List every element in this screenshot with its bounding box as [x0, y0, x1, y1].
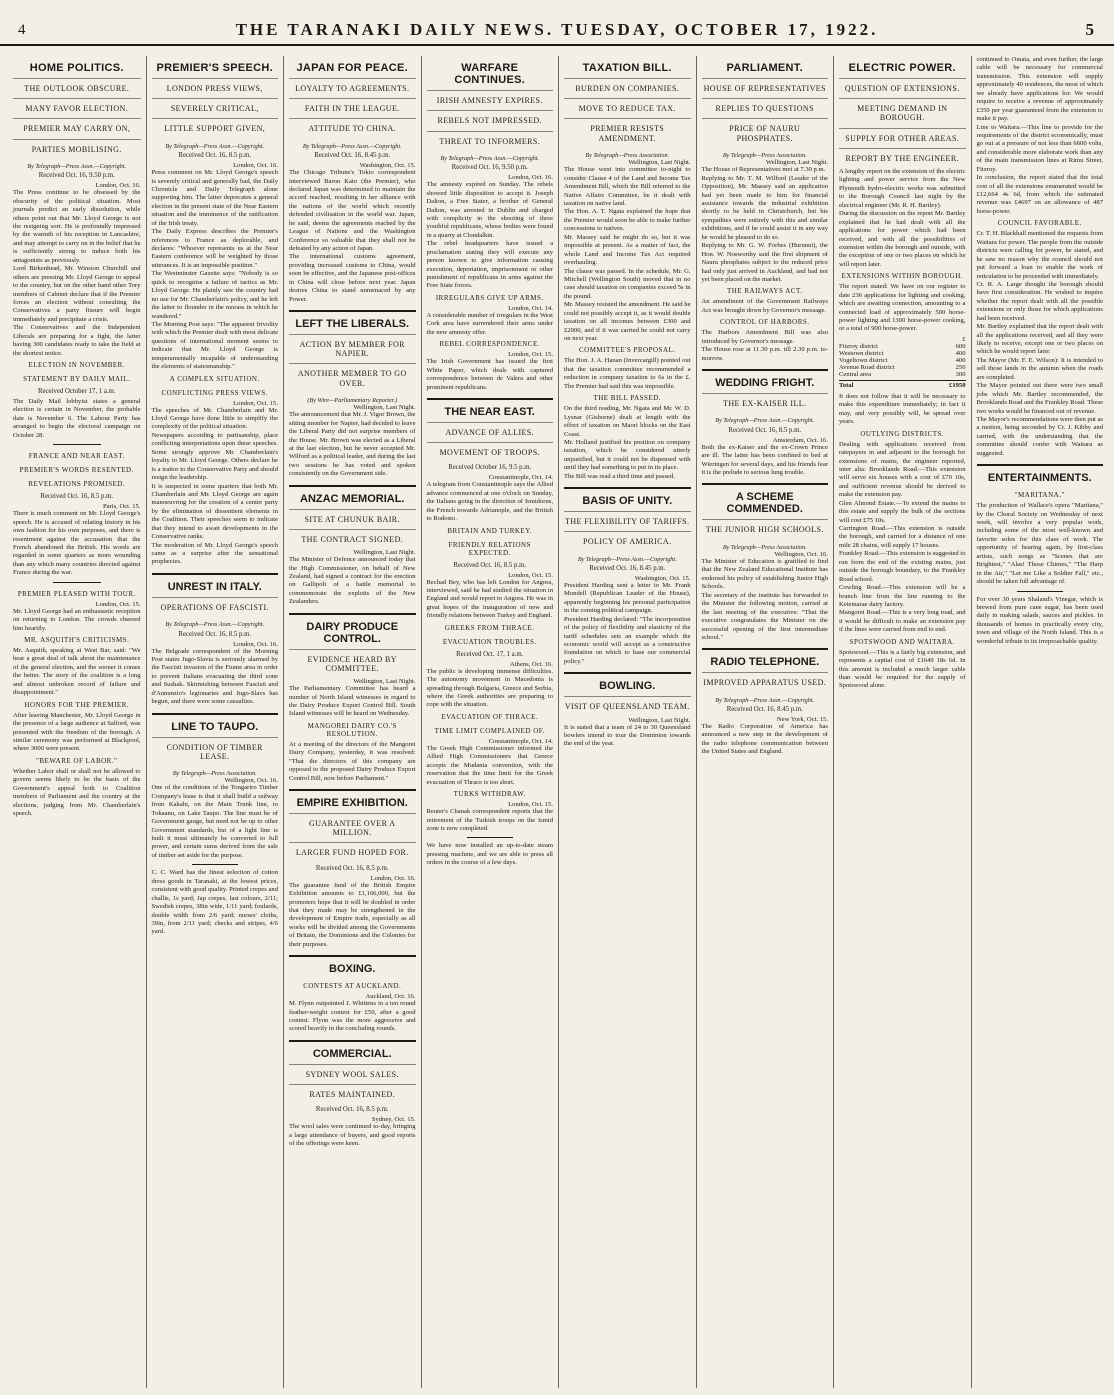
paragraph: Mangorei Road.—This is a very long road, and it would be difficult to make an extension pay if the lines were carried from end to end. — [839, 609, 966, 634]
headline: ANZAC MEMORIAL. — [289, 485, 416, 509]
subhead: TURKS WITHDRAW. — [453, 790, 526, 799]
newspaper-title: THE TARANAKI DAILY NEWS. TUESDAY, OCTOBER 17, 1922. — [235, 20, 879, 39]
paragraph: The Conservatives and the Independent Liberals are preparing for a fight, the latter having 300 candidates ready to take the field at the shortest notice. — [13, 324, 141, 357]
deck: EVIDENCE HEARD BY COMMITTEE. — [289, 649, 416, 678]
deck: PREMIER RESISTS AMENDMENT. — [564, 118, 691, 147]
subhead: THE RAILWAYS ACT. — [727, 287, 803, 296]
dateline: London, Oct. 15. — [508, 351, 553, 359]
deck: RATES MAINTAINED. — [289, 1084, 416, 1104]
paragraph: The speeches of Mr. Chamberlain and Mr. Lloyd George have done little to simplify the complexity of the political situation. — [151, 406, 278, 431]
divider — [192, 864, 239, 865]
paragraph: The House went into committee to-night to consider Clause 4 of the Land and Income Tax Amendment Bill, which the Bill referred to the Native Affairs Committee, be it dealt with taxation on native land. — [564, 166, 691, 208]
paragraph: The production of Wallace's opera "Maritana," by the Choral Society on Wednesday of next week, will involve a very popular work, including some of the most well-known and favorite solos for this class of work. The opportunity of hearing again, by first-class artists, such songs as "Scenes that are Brightest," "Alas! Those Chimes," "The Harp in the Air," "Let me Like a Soldier Fall," etc., should be taken full advantage of. — [976, 502, 1103, 586]
dateline: London, Oct. 16. — [233, 640, 278, 648]
paragraph: Replying to Mr. T. M. Wilford (Leader of the Opposition), Mr. Massey said an application had yet been made to him for financial assistance towards the industrial exhibition shortly to be held in Christchurch, but his sympathies were entirely with this and similar exhibitions, and if he could assist it in any way he would be pleased to do so. — [701, 174, 828, 241]
subhead: EVACUATION TROUBLES. — [442, 637, 537, 646]
dateline: Wellington, Last Night. — [628, 716, 691, 724]
page-columns — [8, 56, 1108, 1388]
subhead: "BEWARE OF LABOR." — [36, 756, 118, 765]
paragraph: It is suspected in some quarters that both Mr. Chamberlain and Mr. Lloyd George are again manoeuvring for the creation of a centre party by the elimination of dissentient elements in the Coalition. Their speeches seem to indicate that they intend to await developments in the Conservative ranks. — [151, 482, 278, 541]
divider — [53, 444, 101, 445]
divider — [53, 582, 101, 583]
column-3 — [283, 56, 421, 1388]
deck: MOVE TO REDUCE TAX. — [564, 98, 691, 118]
article-taxation-bill — [564, 56, 691, 481]
paragraph: An amendment of the Government Railways Act was brought down by Governor's message. — [701, 298, 828, 314]
table-row — [839, 336, 966, 343]
headline: LINE TO TAUPO. — [152, 713, 279, 737]
received-line: Received Oct. 16, 8.45 p.m. — [726, 706, 803, 714]
paragraph: During the discussion on the report Mr. Bartley explained that he had dealt with all the applications for power which had been received, and with all the possibilities of extension within the borough and outside, with the exception of one or two places on which he will report later. — [839, 210, 966, 268]
subhead: EXTENSIONS WITHIN BOROUGH. — [841, 272, 964, 281]
subhead: CONTROL OF HARBORS. — [719, 318, 810, 327]
paragraph: The rebel headquarters have issued a proclamation stating they will execute any person known to give information causing execution, deportation, imprisonment or other punishment of republicans in arms against the Free State forces. — [426, 240, 553, 290]
paragraph: Cr. R. A. Large thought the borough should have first consideration. He wished to inquire whether the report dealt with all the possible extensions or only those for which applications had been received. — [976, 280, 1103, 322]
column-1 — [8, 56, 146, 1388]
subhead: COUNCIL FAVORABLE. — [997, 219, 1082, 228]
deck: REBELS NOT IMPRESSED. — [427, 110, 554, 130]
article-warfare-continues — [427, 56, 554, 392]
deck: OPERATIONS OF FASCISTI. — [152, 597, 279, 617]
subhead: IRREGULARS GIVE UP ARMS. — [435, 293, 544, 302]
paragraph: The Irish Government has issued the first White Paper, which deals with captured correspondence between de Valera and other prominent republicans. — [426, 358, 553, 391]
subhead: "MARITANA." — [1014, 491, 1065, 500]
article-bowling — [564, 672, 691, 749]
article-premiers-speech — [152, 56, 279, 567]
deck: LARGER FUND HOPED FOR. — [289, 842, 416, 862]
deck: HOUSE OF REPRESENTATIVES — [702, 78, 829, 98]
table-total-row — [839, 380, 966, 389]
article-commercial — [289, 1040, 416, 1149]
dateline: Constantinople, Oct. 14. — [488, 737, 553, 745]
paragraph: At a meeting of the directors of the Mangorei Dairy Company, yesterday, it was resolved: "That the directors of this company are opposed to the proposed Dairy Produce Export Control Bill, now before Parliament." — [289, 740, 416, 782]
table-cell: Vogeltown district — [839, 356, 888, 364]
divider — [467, 837, 514, 838]
wire-credit: By Telegraph—Press Assn.—Copyright. — [440, 154, 540, 162]
received-line: Received Oct. 16, 8.5 p.m. — [315, 1106, 389, 1114]
deck: ANOTHER MEMBER TO GO OVER. — [289, 363, 416, 392]
paragraph: The Parliamentary Committee has heard a number of North Island witnesses in regard to the Dairy Produce Export Control Bill. South Island witnesses will be heard on Wednesday. — [289, 685, 416, 718]
headline: EMPIRE EXHIBITION. — [289, 789, 416, 813]
table-cell: 400 — [955, 349, 966, 357]
paragraph: The report stated: We have on our register to date 236 applications for lighting and cooking, which are awaiting connection, amounting to a connected load of approximately 500 horse-power lighting and 1300 horse-power cooking, or a total of 900 horse-power. — [839, 283, 966, 333]
article-anzac-memorial — [289, 485, 416, 607]
table-cell: 600 — [955, 342, 966, 350]
dateline: Wellington, Last Night. — [353, 549, 416, 557]
paragraph: President Harding declared: "The incorporation of the policy of flexibility and elasticity of the tariff schedules sets an example which the economic world will accept as a constructive foundation on which to base our commercial policy." — [564, 615, 691, 665]
paragraph: One of the conditions of the Tongariro Timber Company's lease is that it shall build a railway from Kakahi, on the Main Trunk line, to Tokaanu, on Lake Taupo. The line must be of Government gauge, but need not be up to other Government standards, but of a light line is built it must ultimately be converted to full power, and certain sums derived from the sale of timber set aside for the purpose. — [151, 784, 278, 859]
dateline: New York, Oct. 15. — [776, 716, 828, 724]
deck: LONDON PRESS VIEWS, — [152, 78, 279, 98]
paragraph: Carrington Road.—This extension is outside the borough, and carried for a distance of one mile 28 chains, will supply 17 houses. — [839, 525, 966, 549]
paragraph: The Greek High Commissioner informed the Allied High Commissioners that Greece accepts the Mudania convention, with the reservation that the time limit for the Greek evacuation of Thrace is too short. — [426, 744, 553, 786]
received-line: Received Oct. 16, 8.5 p.m. — [40, 493, 114, 501]
article-parliament — [702, 56, 829, 363]
subhead: REVELATIONS PROMISED. — [28, 480, 126, 489]
dateline: Wellington, Last Night. — [353, 404, 416, 412]
article-japan-for-peace — [289, 56, 416, 304]
headline: ENTERTAINMENTS. — [977, 464, 1104, 488]
table-row — [839, 371, 966, 378]
wire-credit: By Telegraph—Press Association. — [585, 151, 670, 159]
paragraph: The wool sales were continued to-day, bringing a large attendance of buyers, and good reports of the offerings were keen. — [289, 1123, 416, 1148]
deck: THE JUNIOR HIGH SCHOOLS. — [702, 519, 829, 539]
dateline: London, Oct. 16. — [233, 162, 278, 170]
deck: THE CONTRACT SIGNED. — [289, 529, 416, 549]
dateline: London, Oct. 15. — [233, 399, 278, 407]
paragraph: The public is developing immense difficulties. The autonomy movement in Macedonia is spreading through Bulgaria, Greece and Serbia, where the Greek authorities are preparing to cope with the situation. — [426, 667, 553, 709]
paragraph: The announcement that Mr. J. Vigor Brown, the sitting member for Napier, had decided to leave the Liberal Party did not surprise members of the House. Mr. Brown was elected as a Liberal at the last election, but he never accepted Mr. Wilford as a political leader, and during the last two sessions he has voted and spoken consistently on the Government side. — [289, 411, 416, 478]
paragraph: Spotswood.—This is a fairly big extension, and represents a capital cost of £1649 18s 6d. In this amount is included a much larger cable than would be required for the supply of Spotswood alone. — [839, 648, 966, 690]
subhead: FRANCE AND NEAR EAST. — [28, 452, 125, 461]
deck: FAITH IN THE LEAGUE. — [289, 98, 416, 118]
subhead: MANGOREI DAIRY CO.'S RESOLUTION. — [307, 721, 397, 738]
deck: MOVEMENT OF TROOPS. — [427, 442, 554, 462]
deck: PARTIES MOBILISING. — [13, 139, 141, 159]
paragraph: There is much comment on Mr. Lloyd George's speech. He is accused of relating history in his own fashion for his own purposes, and there is resentment against the accusation that the French abandoned the British. His words are regarded in some quarters as more wounding than any which many countries directed against France during the war. — [13, 510, 141, 577]
paragraph: Glen Almond Estate.—To extend the mains to this estate and supply the bulk of the sections will cost £75 10s. — [839, 499, 966, 524]
paragraph: The Minister of Defence announced today that the High Commissioner, on behalf of New Zealand, had signed a contract for the erection on Gallipoli of a battle memorial to commemorate the exploits of the New Zealanders. — [289, 556, 416, 606]
headline: BASIS OF UNITY. — [564, 487, 691, 511]
headline: LEFT THE LIBERALS. — [289, 310, 416, 334]
headline: DAIRY PRODUCE CONTROL. — [289, 613, 416, 649]
deck: THE OUTLOOK OBSCURE. — [13, 78, 141, 98]
paragraph: The House of Representatives met at 7.30 p.m. — [701, 166, 826, 174]
subhead: FRIENDLY RELATIONS EXPECTED. — [448, 540, 531, 557]
subhead: OUTLYING DISTRICTS. — [860, 429, 945, 438]
paragraph: Mr. Bartley explained that the report dealt with all the applications received, and all they were likely to receive, except one or two places on which he would report later. — [976, 323, 1103, 356]
received-line: Received October 17, 1 a.m. — [37, 388, 116, 396]
table-cell: Avenue Road district — [839, 363, 895, 371]
article-basis-of-unity — [564, 487, 691, 666]
article-home-politics — [13, 56, 141, 818]
article-near-east — [427, 398, 554, 868]
dateline: Wellington, Oct. 16. — [224, 777, 278, 785]
wire-credit: By Telegraph—Press Assn.—Copyright. — [715, 417, 815, 425]
subhead: SPOTSWOOD AND WAITARA. — [849, 637, 955, 646]
deck: SYDNEY WOOL SALES. — [289, 1064, 416, 1084]
deck: LITTLE SUPPORT GIVEN, — [152, 118, 279, 138]
table-cell: £1950 — [949, 381, 966, 389]
article-empire-exhibition — [289, 789, 416, 949]
paragraph: Frankley Road.—This extension is suggested to run from the end of the existing mains, just outside the borough boundary, to the Frankley Road school. — [839, 550, 966, 583]
paragraph: The Daily Express describes the Premier's references to France as deplorable, and declares: "Whoever represents us at the Near Eastern conference will be weighted by those utterances. It is an impossible position." — [151, 228, 278, 269]
dateline: Sydney, Oct. 15. — [371, 1116, 416, 1124]
dateline: London, Oct. 16. — [370, 874, 416, 882]
paragraph: Reuter's Chanak correspondent reports that the retirement of the Turkish troops on the Ismid zone is now completed. — [426, 808, 553, 832]
column-2 — [146, 56, 284, 1388]
paragraph: The Belgrade correspondent of the Morning Post states Jugo-Slavia is seriously alarmed by the Fascisti invasion of the Fiume area in order to prevent Italians evacuating the third zone and Sushak. Skirmishing between Fascisti and d'Annunzio's legionaries and Jugo-Slavs has begun, and there were some casualties. — [151, 647, 278, 706]
deck: THREAT TO INFORMERS. — [427, 131, 554, 151]
table-row — [839, 364, 966, 371]
headline: THE NEAR EAST. — [427, 398, 554, 422]
wire-credit: By Telegraph—Press Assn.—Copyright. — [27, 162, 127, 170]
article-entertainments — [977, 464, 1104, 646]
advertisement: For over 30 years Shaland's Vinegar, which is brewed from pure cane sugar, has been used daily in making salads, sauces and pickles. In thousands of homes in practically every city, town and village of the North Island. This is a wonderful tribute to its irreproachable quality. — [976, 595, 1103, 645]
paragraph: The guarantee fund of the British Empire Exhibition amounts to £1,166,000, but the promoters hope that it will be doubled in order that they made may be strengthened in the development of Empire trade, especially as all works will be divided among the Governments of Britain, the Dominions and the Colonies for their purposes. — [289, 881, 416, 948]
paragraph: Whether Labor shall or shall not be allowed to govern seems likely to be the basis of the Government's appeal both to Coalition members of Parliament and the country at the elections, judging from Mr. Chamberlain's speech. — [13, 767, 141, 818]
paragraph: Mr. Massey resisted the amendment. He said he could not possibly accept it, as it would double taxation on all incomes between £300 and £2000, and if it was carried he could not carry on next year. — [564, 301, 691, 343]
dateline: Wellington, Last Night. — [628, 159, 691, 167]
paragraph: Press comment on Mr. Lloyd George's speech is severely critical and generally bad, the Daily Chronicle and Daily Telegraph alone supporting him. The latter deprecates a general election in the present state of the Near Eastern situation and the imminence of the ratification of the Irish treaty. — [151, 169, 278, 227]
column-5 — [558, 56, 696, 1388]
deck: CONDITION OF TIMBER LEASE. — [152, 737, 279, 766]
received-line: Received Oct. 16, 8.5 p.m. — [315, 864, 389, 872]
table-cell: Total — [839, 381, 854, 389]
dateline: Athens, Oct. 16. — [509, 660, 553, 668]
paragraph: A considerable number of irregulars in the West Cork area have surrendered their arms under the new amnesty offer. — [426, 311, 553, 336]
deck: IMPROVED APPARATUS USED. — [702, 672, 829, 692]
paragraph: Lord Birkenhead, Mr. Winston Churchill and others are pressing Mr. Lloyd George to appeal to the country, but on the other hand other Tory members of Cabinet declare that if the Premier forces an election without consulting the Conservatives a party fissure will begin immediately and precipitate a crisis. — [13, 265, 141, 323]
paragraph: Cowling Road.—This extension will be a branch line from the line running to the Ketemarae dairy factory. — [839, 584, 966, 608]
wire-credit: By Telegraph—Press Assn.—Copyright. — [165, 621, 265, 629]
paragraph: On the third reading, Mr. Ngata and Mr. W. D. Lysnar (Gisborne) dealt at length with the effect of taxation on Maori blocks on the East Coast. — [564, 405, 691, 438]
dateline: London, Oct. 15. — [508, 571, 553, 579]
wire-credit: By Telegraph—Press Assn.—Copyright. — [715, 696, 815, 704]
paragraph: After leaving Manchester, Mr. Lloyd George in the presence of a large audience at Salford, was presented with the freedom of the borough. A similar ceremony was performed at Blackpool, where 3000 were present. — [13, 711, 141, 753]
deck: ATTITUDE TO CHINA. — [289, 118, 416, 138]
dateline: Paris, Oct. 15. — [102, 503, 141, 511]
received-line: Received Oct. 16, 8.5 p.m. — [178, 152, 252, 160]
headline: HOME POLITICS. — [29, 62, 124, 74]
subhead: CONFLICTING PRESS VIEWS. — [161, 388, 269, 397]
subhead: BRITAIN AND TURKEY. — [447, 526, 533, 535]
column-6 — [696, 56, 834, 1388]
subhead: STATEMENT BY DAILY MAIL. — [23, 375, 131, 384]
deck: SITE AT CHUNUK BAIR. — [289, 509, 416, 529]
paragraph: Rechad Bey, who has left London for Angora, interviewed, said he had studied the situation in England and would report to Angora. He was in great hopes of the inauguration of new and friendly relations between Turkey and England. — [426, 578, 553, 620]
received-line: Received Oct. 16, 9.50 p.m. — [451, 164, 528, 172]
subhead: EVACUATION OF THRACE. — [441, 712, 539, 721]
article-radio-telephone — [702, 648, 829, 756]
paragraph: Mr. Asquith, speaking at West Bar, said: "We hear a great deal of talk about the maintenance of the general election, and the sooner it comes the better. The story of the coalition is a long and almost unbroken record of failure and disappointment." — [13, 647, 141, 697]
wire-credit: (By Wire—Parliamentary Reporter.) — [307, 396, 398, 404]
table-cell: 250 — [955, 363, 966, 371]
subhead: TIME LIMIT COMPLAINED OF. — [434, 726, 545, 735]
page-number-left: 4 — [18, 22, 26, 38]
deck: PRICE OF NAURU PHOSPHATES. — [702, 118, 829, 147]
received-line: Received October 16, 9.5 p.m. — [448, 464, 532, 472]
article-left-the-liberals — [289, 310, 416, 479]
received-line: Received Oct. 16, 8.45 p.m. — [589, 564, 666, 572]
paragraph: It is stated that a team of 24 to 30 Queensland bowlers intend to tour the Dominion towards the end of the year. — [564, 723, 691, 748]
table-cell: 300 — [955, 370, 966, 378]
paragraph: Mr. Lloyd George had an enthusiastic reception on returning to London. The crowds cheered him heartily. — [13, 607, 141, 632]
paragraph: The moderation of Mr. Lloyd George's speech came as a surprise after the sensational prophecies. — [151, 541, 278, 566]
deck: ADVANCE OF ALLIES. — [427, 422, 554, 442]
paragraph: Line to Waitara.—This line to provide for the requirements of the district economically, must go out at a pressure of not less than 6600 volts, and considerable more elaborate work than any of the main transmission lines at Rimu Street, Fitzroy. — [976, 123, 1103, 173]
dateline: London, Oct. 14. — [508, 304, 553, 312]
article-electric-power-continued — [977, 56, 1104, 458]
headline: PREMIER'S SPEECH. — [156, 62, 274, 74]
received-line: Received Oct. 16, 8.5 p.m. — [453, 561, 527, 569]
deck: SUPPLY FOR OTHER AREAS. — [839, 128, 966, 148]
paragraph: Dealing with applications received from ratepayers in and adjacent to the borough for extensions of mains, the engineer reported, inter alia: Brooklands Road.—This extension will serve six houses with a cost of £70 10s, and sufficient revenue should be derived to make the extension pay. — [839, 440, 966, 499]
paragraph: Both the ex-Kaiser and the ex-Crown Prince are ill. The latter has been confined to bed at Wieringen for several days, and his friends fear it is the prelude to serious lung trouble. — [701, 443, 828, 476]
deck: MEETING DEMAND IN BOROUGH. — [839, 98, 966, 127]
paragraph: Mr. Holland justified his position on company taxation, which he considered utterly unjustified, but it could not be dispensed with until they had something to put in its place. — [564, 438, 691, 472]
headline: BOWLING. — [564, 672, 691, 696]
table-row — [839, 357, 966, 364]
subhead: COMMITTEE'S PROPOSAL. — [578, 346, 676, 355]
received-line: Received Oct. 16, 8.45 p.m. — [314, 152, 391, 160]
dateline: Washington, Oct. 15. — [634, 574, 691, 582]
deck: QUESTION OF EXTENSIONS. — [839, 78, 966, 98]
table-cell: 400 — [955, 356, 966, 364]
headline: WARFARE CONTINUES. — [454, 62, 526, 87]
masthead — [0, 0, 1114, 46]
paragraph: The amnesty expired on Sunday. The rebels showed little disposition to accept it. Joseph Dalton, a Free Stater, a brother of General Dalton, was arrested in Dublin and charged with complicity in the shooting of three youthful republicans, whose bodies were found in a quarry at Clondalkin. — [426, 181, 553, 239]
paragraph: The Morning Post says: "The apparent frivolity with which the Premier dealt with most delicate questions of international moment seems to indicate that Mr. Lloyd George is temperamentally incapable of understanding the elements of statesmanship." — [151, 320, 278, 371]
deck: MANY FAVOR ELECTION. — [13, 98, 141, 118]
paragraph: The Hon. A. T. Ngata explained the hope that the Premier would soon be able to make further concessions to natives. — [564, 208, 691, 233]
paragraph: In conclusion, the report stated that the total cost of all the extensions enumerated would be £12,664 4s 6d, from which the estimated revenue was £4697 on an allowance of 487 horse-power. — [976, 174, 1103, 215]
page-number: 5 — [1085, 20, 1094, 39]
received-line: Received Oct. 16, 9.50 p.m. — [38, 172, 115, 180]
paragraph: A telegram from Constantinople says the Allied advance commenced at one o'clock on Sunday, the Italians going in the direction of Ismidorus, the French towards Adrianople, and the British to Rodosto. — [426, 481, 553, 523]
table-cell: Fitzroy district — [839, 342, 879, 350]
wire-credit: By Telegraph—Press Assn.—Copyright. — [165, 142, 265, 150]
paragraph: The Mayor's recommendations were then put as a motion, being seconded by Cr. J. Kibby and carried, with the understanding that the committee should confer with Waitara as suggested. — [976, 415, 1103, 457]
headline: BOXING. — [289, 955, 416, 979]
subhead: THE BILL PASSED. — [593, 394, 662, 403]
column-7 — [833, 56, 971, 1388]
deck: REPLIES TO QUESTIONS — [702, 98, 829, 118]
deck: REPORT BY THE ENGINEER. — [839, 148, 966, 168]
paragraph: The Mayor pointed out there were two small jobs which Mr. Bartley recommended, the Brooklands Road and the Frankley Road. These two works would be financed out of revenue. — [976, 382, 1103, 415]
dateline: London, Oct. 15. — [95, 600, 141, 608]
headline: A SCHEME COMMENDED. — [702, 483, 829, 519]
headline: COMMERCIAL. — [289, 1040, 416, 1064]
article-unrest-italy — [152, 573, 279, 707]
paragraph: The Westminster Gazette says: "Nobody is so quick to recognise a failure of tactics as Mr. Lloyd George. He plainly saw the country had no use for Mr. Chamberlain's policy, and he left the latter to flounder in the morass in which he wandered." — [151, 270, 278, 320]
headline: JAPAN FOR PEACE. — [296, 62, 409, 74]
paragraph: The international customs agreement, providing increased customs to China, would soon be effective, and the Japanese post-offices in China will close before next year. Japan desires China to stand unmenaced by any Power. — [289, 253, 416, 303]
subhead: REBEL CORRESPONDENCE. — [439, 340, 540, 349]
paragraph: Replying to Mr. G. W. Forbes (Hurunui), the Hon. W. Nosworthy said the first shipment of Nauru phosphates subject to the reduced price had only just arrived in Auckland, and had not yet been placed on the market. — [701, 242, 828, 283]
headline: ELECTRIC POWER. — [848, 62, 956, 74]
deck: BURDEN ON COMPANIES. — [564, 78, 691, 98]
table-cell: Westown district — [839, 349, 884, 357]
article-boxing — [289, 955, 416, 1034]
received-line: Received Oct. 17, 1 a.m. — [456, 650, 524, 658]
paragraph: The Mayor (Mr. F. E. Wilson): It is intended to sell those lands in the autumn when the roads are completed. — [976, 356, 1103, 381]
paragraph: The Radio Corporation of America has announced a new step in the development of the radio telephone communication between the United States and England. — [701, 723, 828, 756]
subhead: HONORS FOR THE PREMIER. — [24, 700, 130, 709]
subhead: A COMPLEX SITUATION. — [169, 374, 260, 383]
paragraph: The Minister of Education is gratified to find that the New Zealand Educational Institute has endorsed his policy of establishing Junior High Schools. — [701, 558, 828, 591]
subhead: MR. ASQUITH'S CRITICISMS. — [24, 636, 130, 645]
subhead: GREEKS FROM THRACE. — [444, 623, 535, 632]
dateline: Wellington, Last Night. — [765, 159, 828, 167]
deck: ACTION BY MEMBER FOR NAPIER. — [289, 334, 416, 363]
dateline: London, Oct. 15. — [508, 801, 553, 809]
paragraph: Cr. T. H. Blackhall mentioned the requests from Waitara for power. The people from the outside districts were calling for power, he stated, and he saw no reason why the council should not put forward a loan to enable the work of reticulation to be proceeded with immediately. — [976, 230, 1103, 280]
article-wedding-fright — [702, 369, 829, 477]
paragraph: The Daily Mail lobbyist states a general election is certain in November, the probable date is November 6. The Labour Party has arranged to begin the electoral campaign on October 28. — [13, 398, 141, 439]
paragraph: A lengthy report on the extension of the electric lighting and power service from the New Plymouth hydro-electric works was submitted to the Borough Council last night by the electrical engineer (Mr. R. H. Bartley). — [839, 168, 966, 209]
table-row — [839, 350, 966, 357]
paragraph: M. Flynn outpointed J. Whittens in a ten round feather-weight contest for £50, after a good contest. Flynn was the more aggressive and scored heavily in the concluding rounds. — [289, 1000, 416, 1033]
paragraph: continued to Omata, and even further, the large cable will be necessary for commercial transmission. This extension will supply approximately 40 residences, the most of which we already have applications for. We would require to receive a revenue of approximately £350 per year guaranteed from the extension to make it pay. — [976, 56, 1103, 123]
dateline: Wellington, Oct. 16. — [774, 551, 828, 559]
table-cell: Central area — [839, 370, 872, 378]
wire-credit: By Telegraph—Press Association. — [722, 151, 807, 159]
headline: RADIO TELEPHONE. — [702, 648, 829, 672]
paragraph: Mr. Massey said he might do so, but it was impossible at present. As a matter of fact, the whole Land and Income Tax Act required overhauling. — [564, 233, 691, 267]
subhead: CONTESTS AT AUCKLAND. — [303, 982, 402, 991]
dateline: London, Oct. 16. — [95, 182, 141, 190]
column-8 — [971, 56, 1109, 1388]
deck: GUARANTEE OVER A MILLION. — [289, 813, 416, 842]
paragraph: The Hon. J. A. Hanan (Invercargill) pointed out that the taxation committee recommended a reduction in company taxation to 6s in the £. The Premier had said this was impossible. — [564, 357, 691, 390]
wire-credit: By Telegraph—Press Assn.—Copyright. — [577, 555, 677, 563]
advertisement: We have now installed an up-to-date steam pressing machine, and we are able to press all orders in the course of a few days. — [426, 842, 553, 867]
paragraph: The secretary of the institute has forwarded to the Minister the following motion, carried at the last meeting of the executive: "That the executive congratulates the Minister on the successful opening of the first intermediate school." — [701, 591, 828, 641]
dateline: Constantinople, Oct. 14. — [488, 474, 553, 482]
paragraph: The Press continue to be obsessed by the obscurity of the political situation. Most journals predict an early dissolution, while others point out that Mr. Lloyd George is not the resigning sort. He is profoundly impressed by the warmth of his reception in Lancashire, and may attempt to carry on in the belief that he is sufficiently strong to induce both his antagonists as previously. — [13, 189, 141, 264]
headline: TAXATION BILL. — [582, 62, 672, 74]
subhead: PREMIER PLEASED WITH TOUR. — [17, 589, 136, 598]
cost-table — [839, 336, 966, 389]
article-dairy-produce — [289, 613, 416, 783]
headline: WEDDING FRIGHT. — [702, 369, 829, 393]
wire-credit: By Telegraph—Press Association. — [172, 769, 257, 777]
column-4 — [421, 56, 559, 1388]
paragraph: The Chicago Tribune's Tokio correspondent interviewed Baron Kato (the Premier), who declared Japan was determined to maintain the accord reached, resulting in her alliance with the nations of the world which recently defended civilisation in the world war. Japan, he said, deems the agreements reached by the League of Nations and the Washington Conference so valuable that they shall not be defeated by any action of Japan. — [289, 169, 416, 253]
paragraph: The Bill was read a third time and passed. — [564, 472, 675, 480]
dateline: Wellington, Last Night. — [353, 678, 416, 686]
subhead: PREMIER'S WORDS RESENTED. — [19, 466, 134, 475]
dateline: Washington, Oct. 15. — [359, 162, 416, 170]
dateline: Amsterdam, Oct. 16. — [772, 436, 828, 444]
divider — [1017, 591, 1064, 592]
article-scheme-commended — [702, 483, 829, 642]
headline: PARLIAMENT. — [726, 62, 803, 74]
subhead: ELECTION IN NOVEMBER. — [28, 361, 126, 370]
deck: IRISH AMNESTY EXPIRES. — [427, 90, 554, 110]
deck: LOYALTY TO AGREEMENTS. — [289, 78, 416, 98]
paragraph: The clause was passed. In the schedule, Mr. G. Mitchell (Wellington South) moved that in no case should taxation on companies exceed 5s in the pound. — [564, 267, 691, 300]
deck: THE FLEXIBILITY OF TARIFFS. — [564, 511, 691, 531]
paragraph: The Harbors Amendment Bill was also introduced by Governor's message. — [701, 329, 828, 345]
table-row — [839, 343, 966, 350]
deck: THE EX-KAISER ILL. — [702, 393, 829, 413]
dateline: Auckland, Oct. 16. — [365, 993, 416, 1001]
received-line: Received Oct. 16, 8.5 p.m. — [728, 426, 802, 434]
received-line: Received Oct. 16, 8.5 p.m. — [178, 630, 252, 638]
deck: POLICY OF AMERICA. — [564, 531, 691, 551]
deck: SEVERELY CRITICAL, — [152, 98, 279, 118]
wire-credit: By Telegraph—Press Association. — [722, 543, 807, 551]
dateline: London, Oct. 16. — [508, 174, 553, 182]
paragraph: The House rose at 11.30 p.m. till 2.30 p.m. to-morrow. — [701, 346, 828, 362]
article-electric-power — [839, 56, 966, 691]
article-line-to-taupo — [152, 713, 279, 937]
paragraph: It does not follow that it will be necessary to make this expenditure immediately; in fact it may, and very possibly will, be spread over years. — [839, 392, 966, 426]
deck: VISIT OF QUEENSLAND TEAM. — [564, 696, 691, 716]
headline: UNREST IN ITALY. — [152, 573, 279, 597]
advertisement: C. C. Ward has the finest selection of cotton dress goods in Taranaki, at the lowest prices, consistent with good quality. Printed crepes and challis, 1s yard; Jap crepes, fast colours, 2/11; Swedish crepes, 38in wide, 1/11 yard; foulards, double width from 2/6 yard; nurses' cloths, 39in, from 2/11 yard; checks and stripes, 4/6 yard. — [151, 869, 278, 936]
paragraph: President Harding sent a letter to Mr. Frank Mondell (Republican Leader of the House), apparently beginning his personal participation in the coming political campaign. — [564, 581, 691, 615]
wire-credit: By Telegraph—Press Assn.—Copyright. — [302, 142, 402, 150]
table-unit: £ — [962, 335, 966, 343]
paragraph: Newspapers according to partisanship, place conflicting interpretations upon these speeches. Some strongly approve Mr. Chamberlain's loyalty to Mr. Lloyd George. Others declare he is a traitor to the Conservative Party and should resign the leadership. — [151, 431, 278, 482]
deck: PREMIER MAY CARRY ON, — [13, 118, 141, 138]
